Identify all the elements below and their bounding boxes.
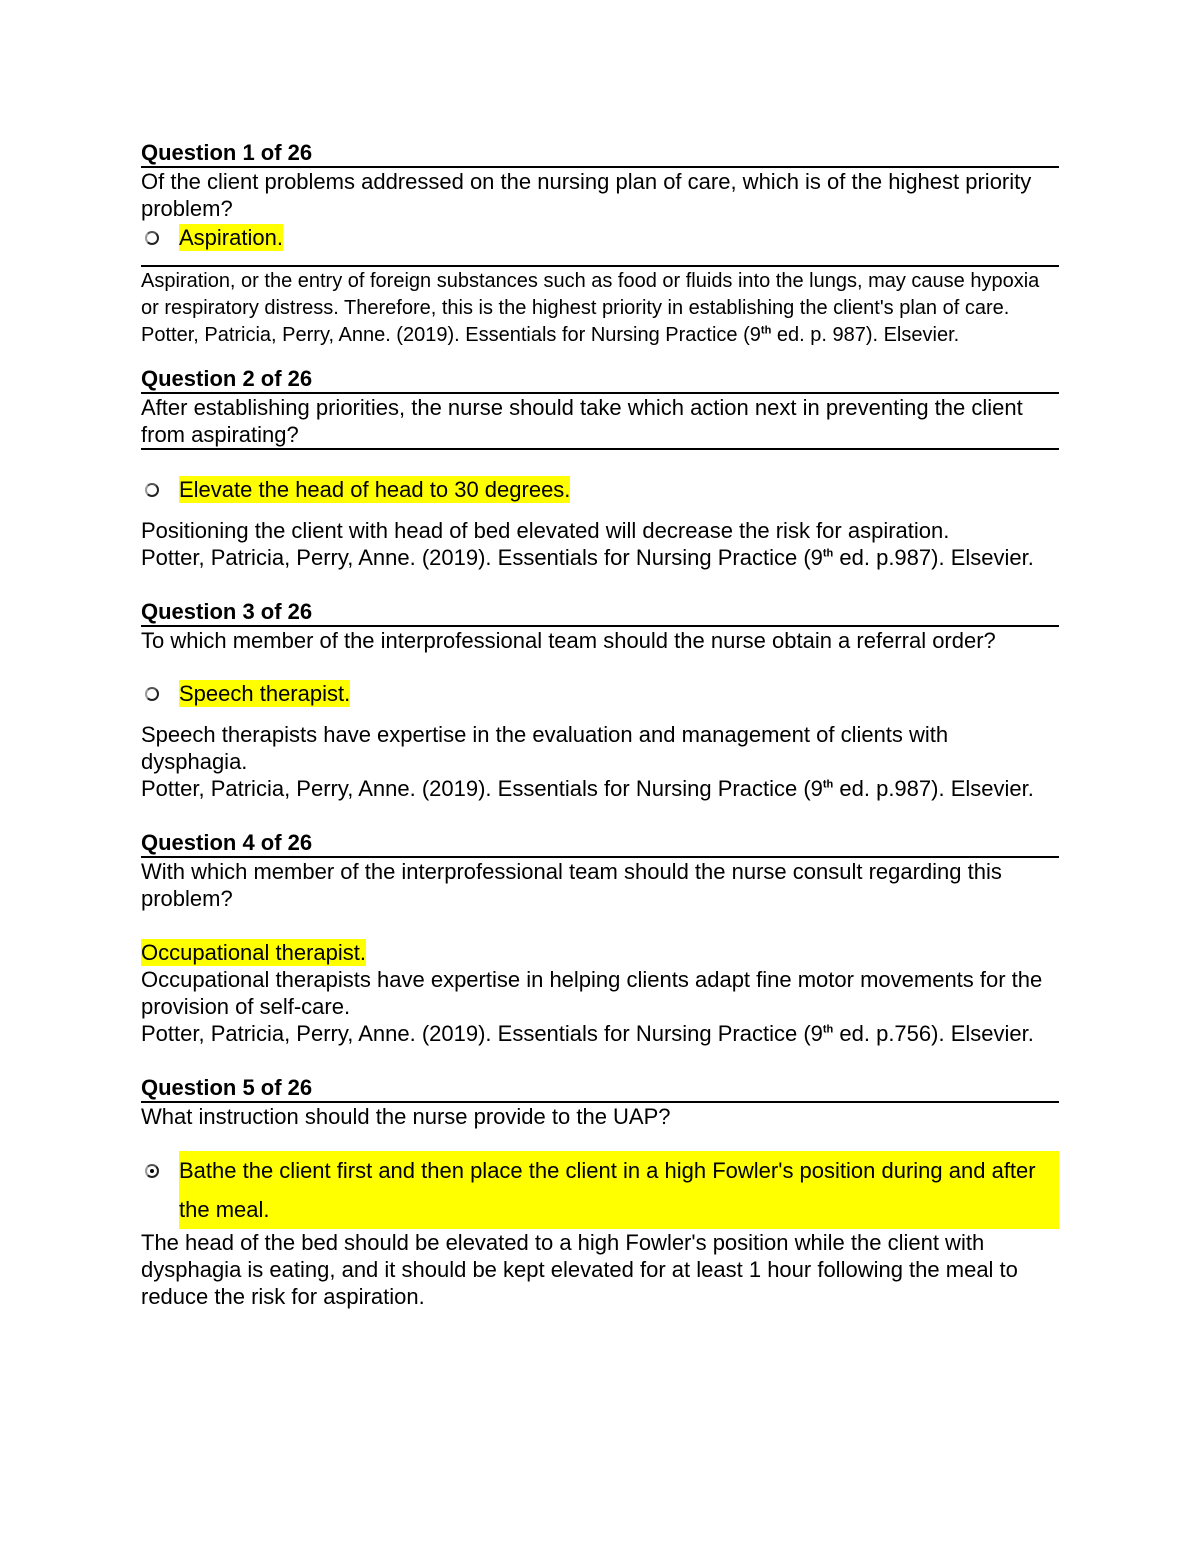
reference-text: Potter, Patricia, Perry, Anne. (2019). Essentials for Nursing Practice (9th ed. p. 987). Elsevier.: [141, 324, 960, 346]
radio-button-icon[interactable]: [145, 687, 159, 701]
question-heading: Question 3 of 26: [141, 599, 1059, 627]
question-1: [141, 140, 1059, 349]
radio-button-icon[interactable]: [145, 483, 159, 497]
question-5: [141, 1075, 1059, 1310]
rationale-text: Occupational therapists have expertise in helping clients adapt fine motor movements for the provision of self-care.: [141, 967, 1043, 1019]
question-text: Of the client problems addressed on the nursing plan of care, which is of the highest priority problem?: [141, 169, 1032, 221]
answer-text: Bathe the client first and then place the client in a high Fowler's position during and after the meal.: [179, 1151, 1059, 1229]
question-2: [141, 366, 1059, 571]
answer-text: Aspiration.: [179, 225, 283, 250]
divider: [141, 265, 1059, 267]
question-heading: Question 1 of 26: [141, 140, 1059, 168]
answer-text: Elevate the head of head to 30 degrees.: [179, 477, 571, 502]
radio-button-icon[interactable]: [145, 231, 159, 245]
radio-button-icon[interactable]: [145, 1164, 159, 1178]
answer-text: Occupational therapist.: [141, 940, 367, 965]
answer-option[interactable]: [141, 1157, 1059, 1229]
question-heading: Question 2 of 26: [141, 366, 1059, 394]
rationale-text: Positioning the client with head of bed elevated will decrease the risk for aspiration.: [141, 518, 950, 543]
question-text: To which member of the interprofessional team should the nurse obtain a referral order?: [141, 628, 996, 653]
document-page: [141, 140, 1059, 1310]
answer-option[interactable]: [141, 224, 1059, 251]
question-heading: Question 4 of 26: [141, 830, 1059, 858]
rationale-text: The head of the bed should be elevated to a high Fowler's position while the client with dysphagia is eating, and it should be kept elevated for at least 1 hour following the meal to reduce the risk for aspiration.: [141, 1230, 1018, 1309]
question-3: [141, 599, 1059, 802]
reference-text: Potter, Patricia, Perry, Anne. (2019). Essentials for Nursing Practice (9th ed. p.987). Elsevier.: [141, 776, 1034, 801]
question-text: After establishing priorities, the nurse should take which action next in preventing the client from aspirating?: [141, 394, 1059, 450]
answer-text: Speech therapist.: [179, 681, 351, 706]
question-text: What instruction should the nurse provide to the UAP?: [141, 1104, 671, 1129]
answer-option: [141, 939, 1059, 966]
question-text: With which member of the interprofessional team should the nurse consult regarding this problem?: [141, 859, 1002, 911]
rationale-text: Speech therapists have expertise in the evaluation and management of clients with dysphagia.: [141, 722, 949, 774]
question-4: [141, 830, 1059, 1047]
reference-text: Potter, Patricia, Perry, Anne. (2019). Essentials for Nursing Practice (9th ed. p.987). Elsevier.: [141, 545, 1034, 570]
question-heading: Question 5 of 26: [141, 1075, 1059, 1103]
answer-option[interactable]: [141, 680, 1059, 707]
rationale-text: Aspiration, or the entry of foreign substances such as food or fluids into the lungs, may cause hypoxia or respiratory distress. Therefore, this is the highest priority in establishing the client's plan of care.: [141, 270, 1040, 319]
reference-text: Potter, Patricia, Perry, Anne. (2019). Essentials for Nursing Practice (9th ed. p.756). Elsevier.: [141, 1021, 1034, 1046]
answer-option[interactable]: [141, 476, 1059, 503]
